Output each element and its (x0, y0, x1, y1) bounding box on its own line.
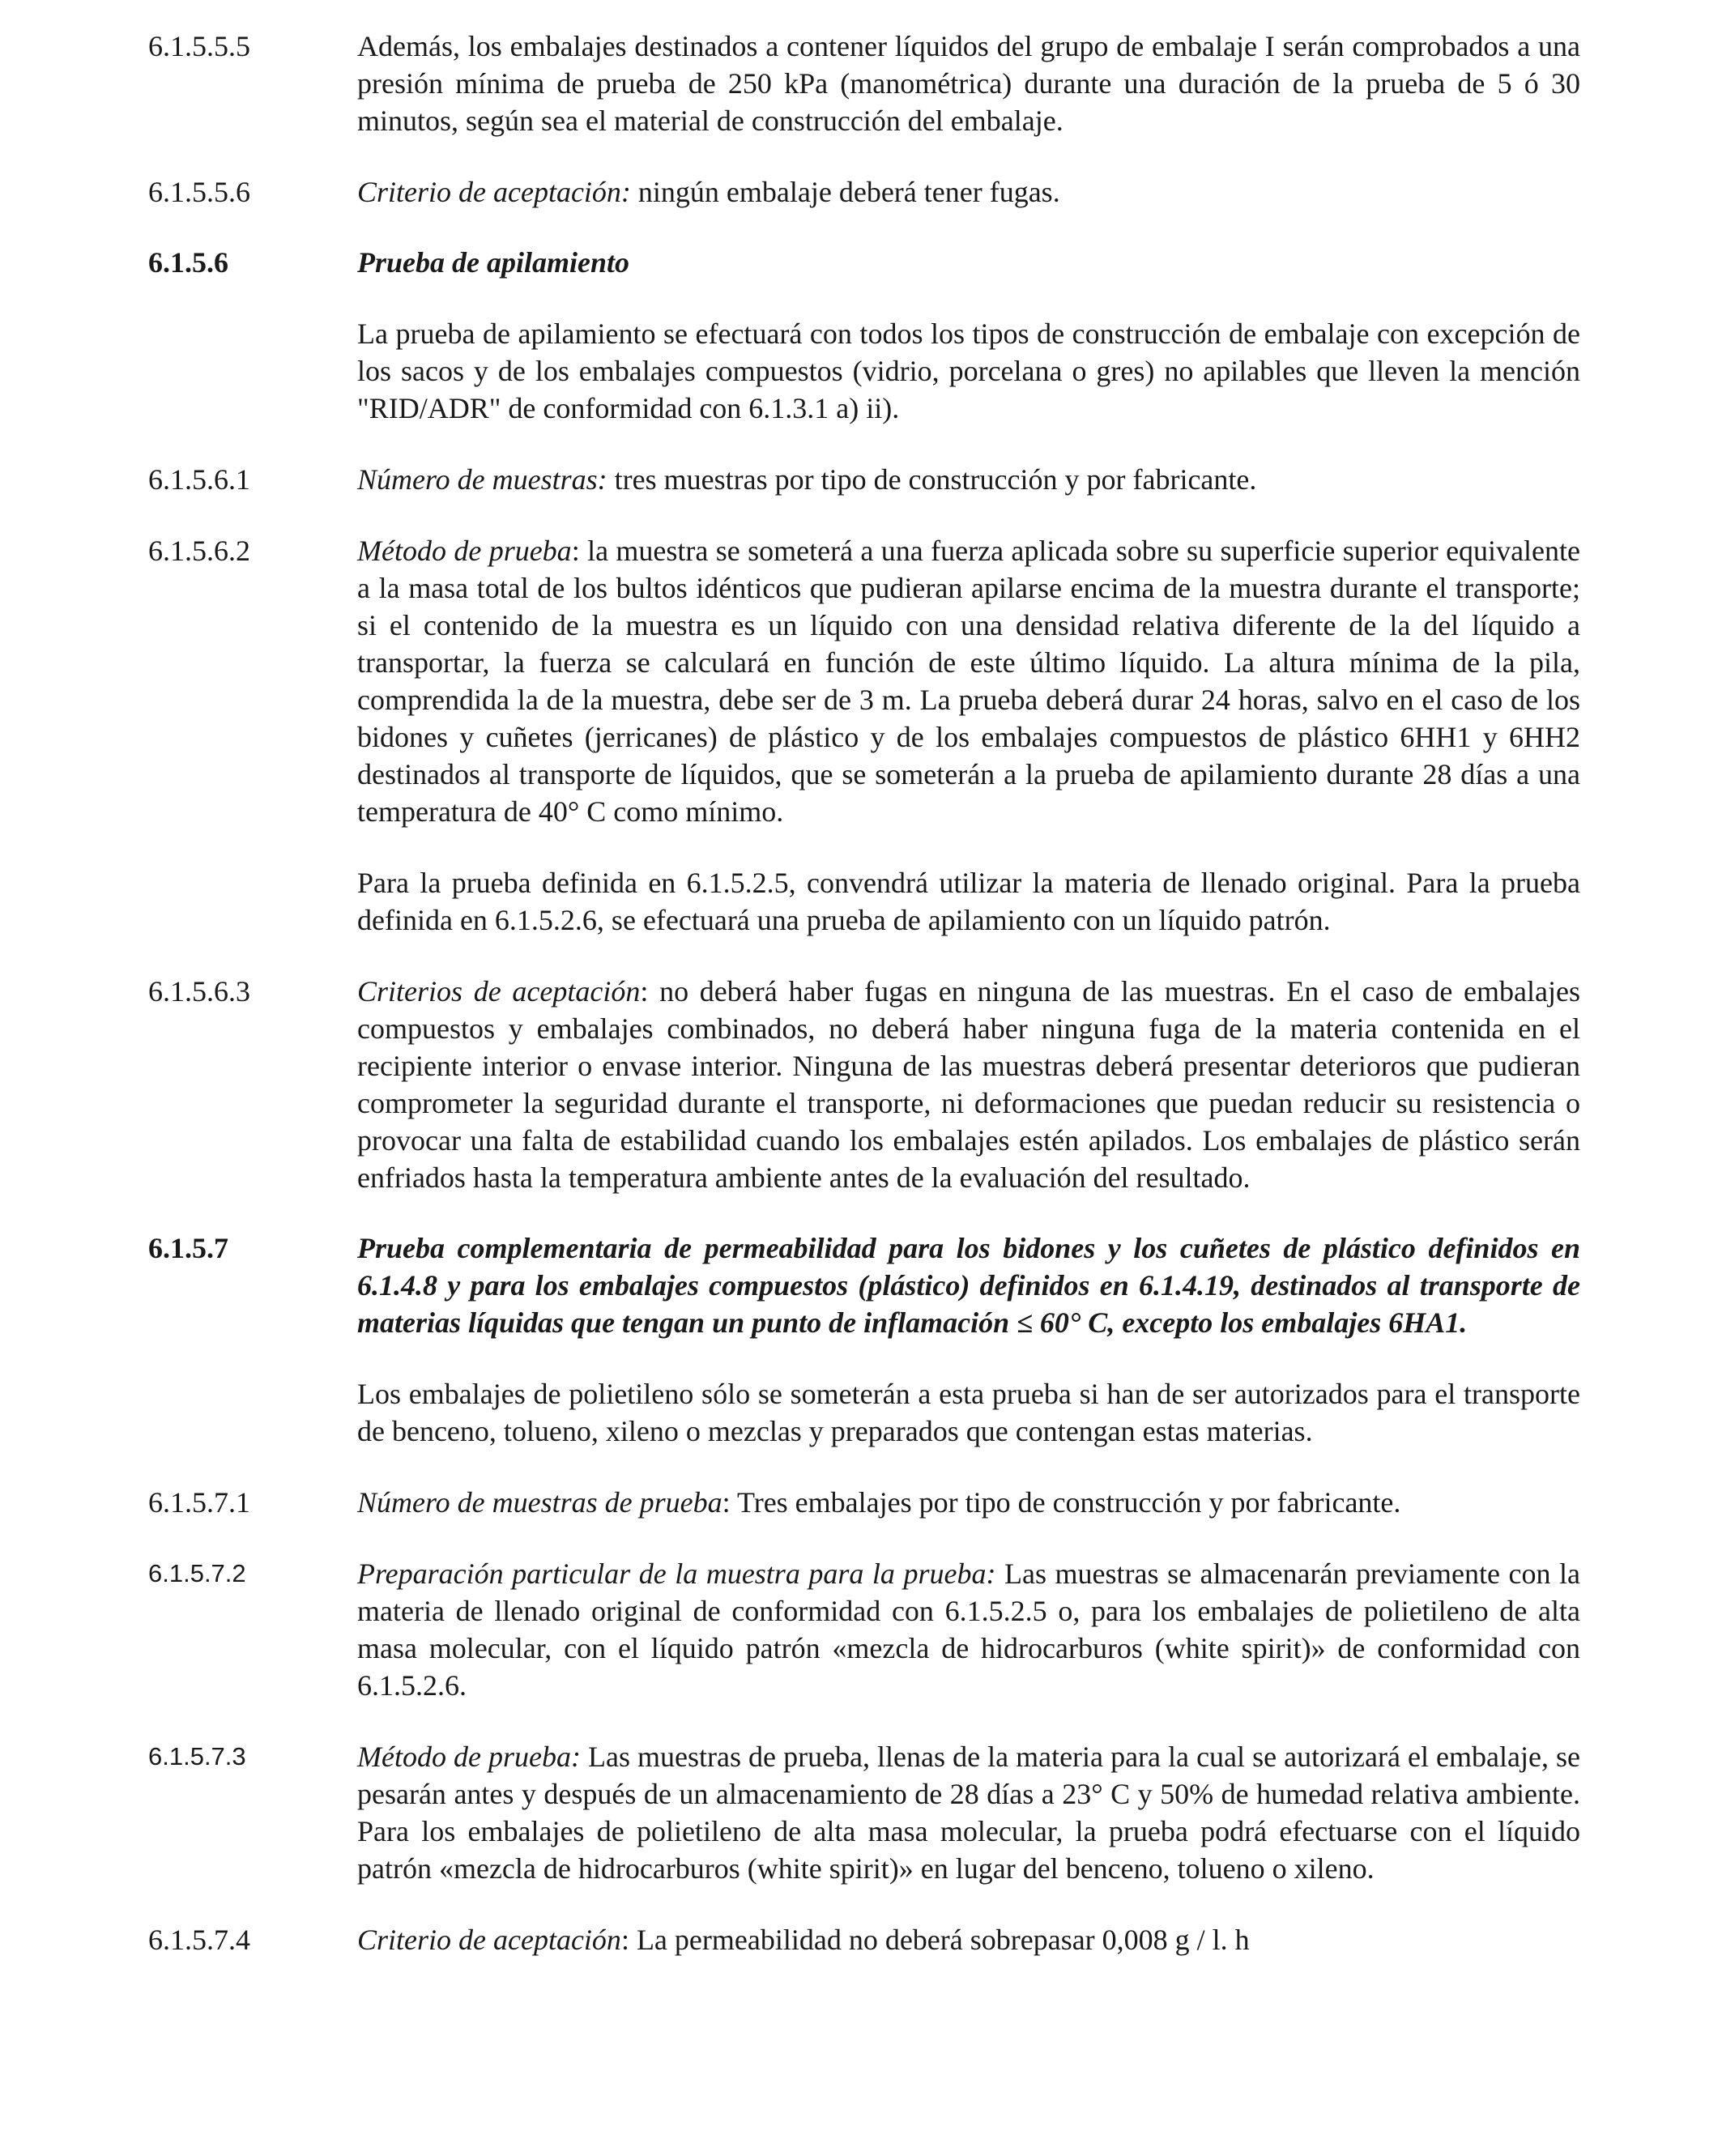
paragraph-text: Las muestras de prueba, llenas de la materia para la cual se autorizará el embalaje, se pesarán antes y después de un almacenamiento de 28 días a 23° C y 50% de humedad relativa ambiente. Para los embalajes de polietileno de alta masa molecular, la prueba podrá efectuarse con el líquido patrón «mezcla de hidrocarburos (white spirit)» en lugar del benceno, tolueno o xileno. (357, 1741, 1580, 1885)
section-number: 6.1.5.6 (148, 246, 228, 279)
section-6-1-5-7 (0, 1229, 1722, 1450)
paragraph-body (357, 461, 1580, 498)
paragraph-text: tres muestras por tipo de construcción y por fabricante. (607, 463, 1257, 496)
paragraph-lead: Número de muestras: (357, 463, 607, 496)
paragraph-number: 6.1.5.6.3 (148, 975, 250, 1008)
paragraph-text: ningún embalaje deberá tener fugas. (630, 176, 1060, 208)
paragraph-body (357, 973, 1580, 1196)
paragraph-number: 6.1.5.5.6 (148, 176, 250, 208)
paragraph-6-1-5-7-3 (0, 1738, 1722, 1887)
paragraph-text-continued: Para la prueba definida en 6.1.5.2.5, convendrá utilizar la materia de llenado original. Para la prueba definida en 6.1.5.2.6, se efectuará una prueba de apilamiento con un líquido patrón. (357, 867, 1580, 936)
paragraph-body (357, 1738, 1580, 1887)
paragraph-number: 6.1.5.5.5 (148, 30, 250, 62)
section-body (357, 1229, 1580, 1450)
paragraph-6-1-5-7-1 (0, 1484, 1722, 1521)
paragraph-6-1-5-7-4 (0, 1921, 1722, 1958)
paragraph-body (357, 1555, 1580, 1704)
paragraph-lead: Método de prueba: (357, 1741, 581, 1773)
paragraph-text: : la muestra se someterá a una fuerza aplicada sobre su superficie superior equivalente a la masa total de los bultos idénticos que pudieran apilarse encima de la muestra durante el transporte; si el contenido de la muestra es un líquido con una densidad relativa diferente de la del líquido a transportar, la fuerza se calculará en función de este último líquido. La altura mínima de la pila, comprendida la de la muestra, debe ser de 3 m. La prueba deberá durar 24 horas, salvo en el caso de los bidones y cuñetes (jerricanes) de plástico y de los embalajes compuestos de plástico 6HH1 y 6HH2 destinados al transporte de líquidos, que se someterán a la prueba de apilamiento durante 28 días a una temperatura de 40° C como mínimo. (357, 535, 1581, 828)
paragraph-6-1-5-6-3 (0, 973, 1722, 1196)
paragraph-text: Además, los embalajes destinados a contener líquidos del grupo de embalaje I serán comprobados a una presión mínima de prueba de 250 kPa (manométrica) durante una duración de la prueba de 5 ó 30 minutos, según sea el material de construcción del embalaje. (357, 30, 1580, 137)
paragraph-lead: Criterio de aceptación: (357, 176, 631, 208)
paragraph-text: La prueba de apilamiento se efectuará con todos los tipos de construcción de embalaje con excepción de los sacos y de los embalajes compuestos (vidrio, porcelana o gres) no apilables que lleven la mención "RID/ADR" de conformidad con 6.1.3.1 a) ii). (357, 317, 1580, 424)
paragraph-lead: Criterio de aceptación (357, 1924, 621, 1956)
paragraph-text: : Tres embalajes por tipo de construcción y por fabricante. (722, 1486, 1401, 1519)
paragraph-6-1-5-5-5 (0, 28, 1722, 139)
paragraph-body (357, 532, 1580, 939)
section-heading: Prueba complementaria de permeabilidad para los bidones y los cuñetes de plástico definidos en 6.1.4.8 y para los embalajes compuestos (plástico) definidos en 6.1.4.19, destinados al transporte de materias líquidas que tengan un punto de inflamación ≤ 60° C, excepto los embalajes 6HA1. (357, 1232, 1580, 1339)
paragraph-number: 6.1.5.7.3 (148, 1742, 246, 1770)
paragraph-text: : no deberá haber fugas en ninguna de las muestras. En el caso de embalajes compuestos y embalajes combinados, no deberá haber ninguna fuga de la materia contenida en el recipiente interior o envase interior. Ninguna de las muestras deberá presentar deterioros que pudieran comprometer la seguridad durante el transporte, ni deformaciones que puedan reducir su resistencia o provocar una falta de estabilidad cuando los embalajes estén apilados. Los embalajes de plástico serán enfriados hasta la temperatura ambiente antes de la evaluación del resultado. (357, 975, 1580, 1194)
paragraph-body (357, 1921, 1580, 1958)
paragraph-6-1-5-6-1 (0, 461, 1722, 498)
paragraph-number: 6.1.5.7.1 (148, 1486, 250, 1519)
paragraph-text: : La permeabilidad no deberá sobrepasar 0,008 g / l. h (620, 1924, 1250, 1956)
paragraph-text: Las muestras se almacenarán previamente con la materia de llenado original de conformidad con 6.1.5.2.5 o, para los embalajes de polietileno de alta masa molecular, con el líquido patrón «mezcla de hidrocarburos (white spirit)» de conformidad con 6.1.5.2.6. (357, 1557, 1580, 1702)
paragraph-number: 6.1.5.6.2 (148, 535, 250, 567)
paragraph-lead: Método de prueba (357, 535, 572, 567)
paragraph-number: 6.1.5.7.2 (148, 1559, 246, 1587)
paragraph-body (357, 1484, 1580, 1521)
section-body (357, 244, 1580, 427)
paragraph-number: 6.1.5.6.1 (148, 463, 250, 496)
paragraph-lead: Preparación particular de la muestra para la prueba: (357, 1557, 996, 1590)
paragraph-lead: Criterios de aceptación (357, 975, 641, 1008)
paragraph-body (357, 28, 1580, 139)
paragraph-number: 6.1.5.7.4 (148, 1924, 250, 1956)
paragraph-6-1-5-5-6 (0, 173, 1722, 211)
paragraph-6-1-5-7-2 (0, 1555, 1722, 1704)
paragraph-text: Los embalajes de polietileno sólo se someterán a esta prueba si han de ser autorizados para el transporte de benceno, tolueno, xileno o mezclas y preparados que contengan estas materias. (357, 1378, 1580, 1447)
paragraph-body (357, 173, 1580, 211)
section-number: 6.1.5.7 (148, 1232, 228, 1264)
section-heading: Prueba de apilamiento (357, 246, 629, 279)
paragraph-6-1-5-6-2 (0, 532, 1722, 939)
paragraph-lead: Número de muestras de prueba (357, 1486, 722, 1519)
section-6-1-5-6 (0, 244, 1722, 427)
